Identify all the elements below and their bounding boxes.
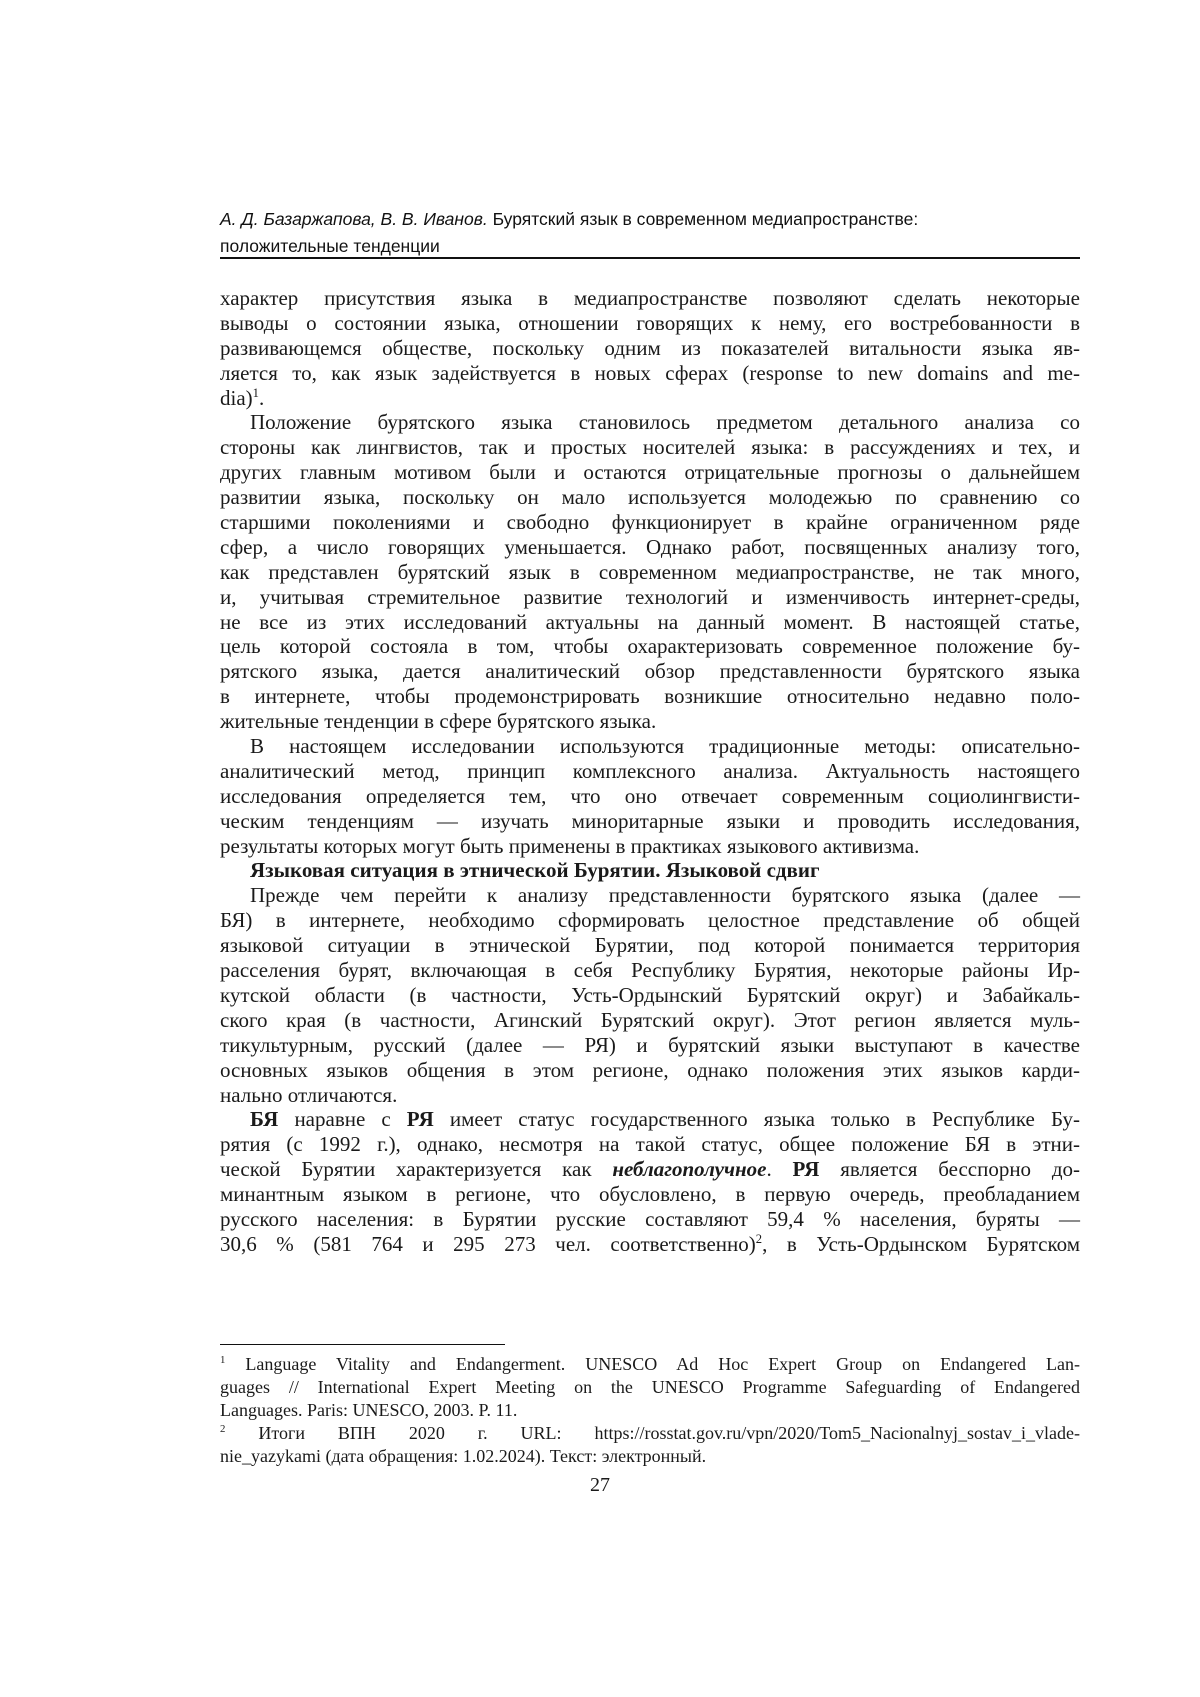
text-run: тикультурным, русский (далее — РЯ) и бурятский языки выступают в качестве — [220, 1033, 1080, 1057]
text-run: выводы о состоянии языка, отношении говорящих к нему, его востребованности в — [220, 311, 1080, 335]
text-run: расселения бурят, включающая в себя Республику Бурятия, некоторые районы Ир- — [220, 958, 1080, 982]
text-line — [220, 1376, 1080, 1399]
text-line — [220, 1033, 1080, 1058]
text-line — [220, 759, 1080, 784]
text-run: nie_yazykami (дата обращения: 1.02.2024). Текст: электронный. — [220, 1446, 706, 1466]
text-line — [220, 510, 1080, 535]
text-line — [220, 1399, 1080, 1422]
text-line — [220, 983, 1080, 1008]
text-run: кутской области (в частности, Усть-Ордынский Бурятский округ) и Забайкаль- — [220, 983, 1080, 1007]
text-line — [220, 784, 1080, 809]
text-line — [220, 460, 1080, 485]
footnote-2 — [220, 1422, 1080, 1468]
text-run: рятия (с 1992 г.), однако, несмотря на такой статус, общее положение БЯ в этни- — [220, 1132, 1080, 1156]
text-run: является бесспорно до- — [819, 1157, 1080, 1181]
text-run: не все из этих исследований актуальны на данный момент. В настоящей статье, — [220, 610, 1080, 634]
text-run: минантным языком в регионе, что обусловлено, в первую очередь, преобладанием — [220, 1182, 1080, 1206]
footnote-ref: 2 — [220, 1423, 225, 1435]
header-title: Бурятский язык в современном медиапространстве: — [493, 209, 919, 229]
text-line — [220, 1058, 1080, 1083]
text-run: 30,6 % (581 764 и 295 273 чел. соответственно) — [220, 1232, 756, 1256]
text-line — [220, 809, 1080, 834]
text-run: развивающемся обществе, поскольку одним из показателей витальности языка яв- — [220, 336, 1080, 360]
paragraph — [220, 1107, 1080, 1256]
text-run: сфер, а число говорящих уменьшается. Однако работ, посвященных анализу того, — [220, 535, 1080, 559]
text-run: Language Vitality and Endangerment. UNESCO Ad Hoc Expert Group on Endangered Lan- — [225, 1354, 1080, 1374]
footnote-ref: 1 — [253, 386, 259, 400]
text-line — [220, 286, 1080, 311]
text-run: dia) — [220, 386, 253, 410]
text-line — [220, 386, 1080, 411]
text-line — [220, 709, 1080, 734]
text-run: цель которой состояла в том, чтобы охарактеризовать современное положение бу- — [220, 634, 1080, 658]
text-run: других главным мотивом были и остаются отрицательные прогнозы о дальнейшем — [220, 460, 1080, 484]
text-line — [220, 659, 1080, 684]
text-run: аналитический метод, принцип комплексного анализа. Актуальность настоящего — [220, 759, 1080, 783]
text-run: ческой Бурятии характеризуется как — [220, 1157, 612, 1181]
header-divider — [220, 257, 1080, 259]
text-run: характер присутствия языка в медиапространстве позволяют сделать некоторые — [220, 286, 1080, 310]
footnote-divider — [220, 1344, 505, 1345]
text-run: В настоящем исследовании используются традиционные методы: описательно- — [250, 734, 1080, 758]
paragraph — [220, 286, 1080, 410]
text-run: старшими поколениями и свободно функционирует в крайне ограниченном ряде — [220, 510, 1080, 534]
text-line — [220, 933, 1080, 958]
footnote-ref: 1 — [220, 1354, 225, 1366]
text-run: исследования определяется тем, что оно отвечает современным социолингвисти- — [220, 784, 1080, 808]
text-run: языковой ситуации в этнической Бурятии, под которой понимается территория — [220, 933, 1080, 957]
text-line — [220, 908, 1080, 933]
text-line — [220, 634, 1080, 659]
text-line — [220, 560, 1080, 585]
text-line — [220, 684, 1080, 709]
text-line — [220, 361, 1080, 386]
paragraph — [220, 883, 1080, 1107]
text-run: ческим тенденциям — изучать миноритарные языки и проводить исследования, — [220, 809, 1080, 833]
text-line — [220, 1157, 1080, 1182]
text-run: основных языков общения в этом регионе, однако положения этих языков карди- — [220, 1058, 1080, 1082]
text-line — [220, 435, 1080, 460]
text-run: как представлен бурятский язык в современном медиапространстве, не так много, — [220, 560, 1080, 584]
text-line — [220, 958, 1080, 983]
text-line — [220, 883, 1080, 908]
text-line — [220, 1232, 1080, 1257]
paragraph — [220, 410, 1080, 734]
text-line — [220, 834, 1080, 859]
text-run: русского населения: в Бурятии русские составляют 59,4 % населения, буряты — — [220, 1207, 1080, 1231]
text-run: . — [766, 1157, 792, 1181]
text-run: стороны как лингвистов, так и простых носителей языка: в рассуждениях и тех, и — [220, 435, 1080, 459]
text-run: результаты которых могут быть применены в практиках языкового активизма. — [220, 834, 919, 858]
text-line — [220, 585, 1080, 610]
running-header-line-1 — [220, 206, 1080, 233]
text-line — [220, 535, 1080, 560]
text-run: Положение бурятского языка становилось предметом детального анализа со — [250, 410, 1080, 434]
article-body — [220, 286, 1080, 1257]
text-line — [220, 311, 1080, 336]
emphasis-text: неблагополучное — [612, 1157, 766, 1181]
text-line — [220, 1422, 1080, 1445]
page-number: 27 — [0, 1474, 1200, 1497]
text-run: нально отличаются. — [220, 1083, 397, 1107]
text-run: Languages. Paris: UNESCO, 2003. P. 11. — [220, 1400, 517, 1420]
text-run: и, учитывая стремительное развитие технологий и изменчивость интернет-среды, — [220, 585, 1080, 609]
footnote-1 — [220, 1353, 1080, 1422]
text-line — [220, 1445, 1080, 1468]
bold-text: РЯ — [407, 1107, 434, 1131]
footnotes — [220, 1353, 1080, 1468]
text-line — [220, 336, 1080, 361]
bold-text: БЯ — [250, 1107, 278, 1131]
text-line — [220, 1182, 1080, 1207]
paragraph — [220, 734, 1080, 858]
text-line — [220, 410, 1080, 435]
text-line — [220, 1132, 1080, 1157]
text-run: Итоги ВПН 2020 г. URL: https://rosstat.gov.ru/vpn/2020/Tom5_Nacionalnyj_sostav_i_vlade- — [225, 1423, 1080, 1443]
text-run: в интернете, чтобы продемонстрировать возникшие относительно недавно поло- — [220, 684, 1080, 708]
header-title-continued: положительные тенденции — [220, 233, 1080, 260]
text-run: жительные тенденции в сфере бурятского языка. — [220, 709, 656, 733]
text-run: БЯ) в интернете, необходимо сформировать целостное представление об общей — [220, 908, 1080, 932]
text-run: рятского языка, дается аналитический обзор представленности бурятского языка — [220, 659, 1080, 683]
running-header — [220, 206, 1080, 260]
text-line — [220, 1353, 1080, 1376]
text-run: guages // International Expert Meeting on the UNESCO Programme Safeguarding of Endangered — [220, 1377, 1080, 1397]
text-run: наравне с — [278, 1107, 406, 1131]
text-run: Прежде чем перейти к анализу представленности бурятского языка (далее — — [250, 883, 1080, 907]
section-heading: Языковая ситуация в этнической Бурятии. Языковой сдвиг — [220, 858, 1080, 883]
text-run: ского края (в частности, Агинский Бурятский округ). Этот регион является муль- — [220, 1008, 1080, 1032]
text-run: имеет статус государственного языка только в Республике Бу- — [434, 1107, 1080, 1131]
text-line — [220, 1107, 1080, 1132]
text-run: ляется то, как язык задействуется в новых сферах (response to new domains and me- — [220, 361, 1080, 385]
text-line — [220, 485, 1080, 510]
text-line — [220, 610, 1080, 635]
text-run: . — [259, 386, 264, 410]
text-line — [220, 734, 1080, 759]
text-line — [220, 1207, 1080, 1232]
footnote-ref: 2 — [756, 1232, 762, 1246]
bold-text: РЯ — [793, 1157, 820, 1181]
text-run: развитии языка, поскольку он мало используется молодежью по сравнению со — [220, 485, 1080, 509]
text-line — [220, 1083, 1080, 1108]
text-line — [220, 1008, 1080, 1033]
header-authors: А. Д. Базаржапова, В. В. Иванов. — [220, 209, 488, 229]
text-run: , в Усть-Ордынском Бурятском — [762, 1232, 1080, 1256]
